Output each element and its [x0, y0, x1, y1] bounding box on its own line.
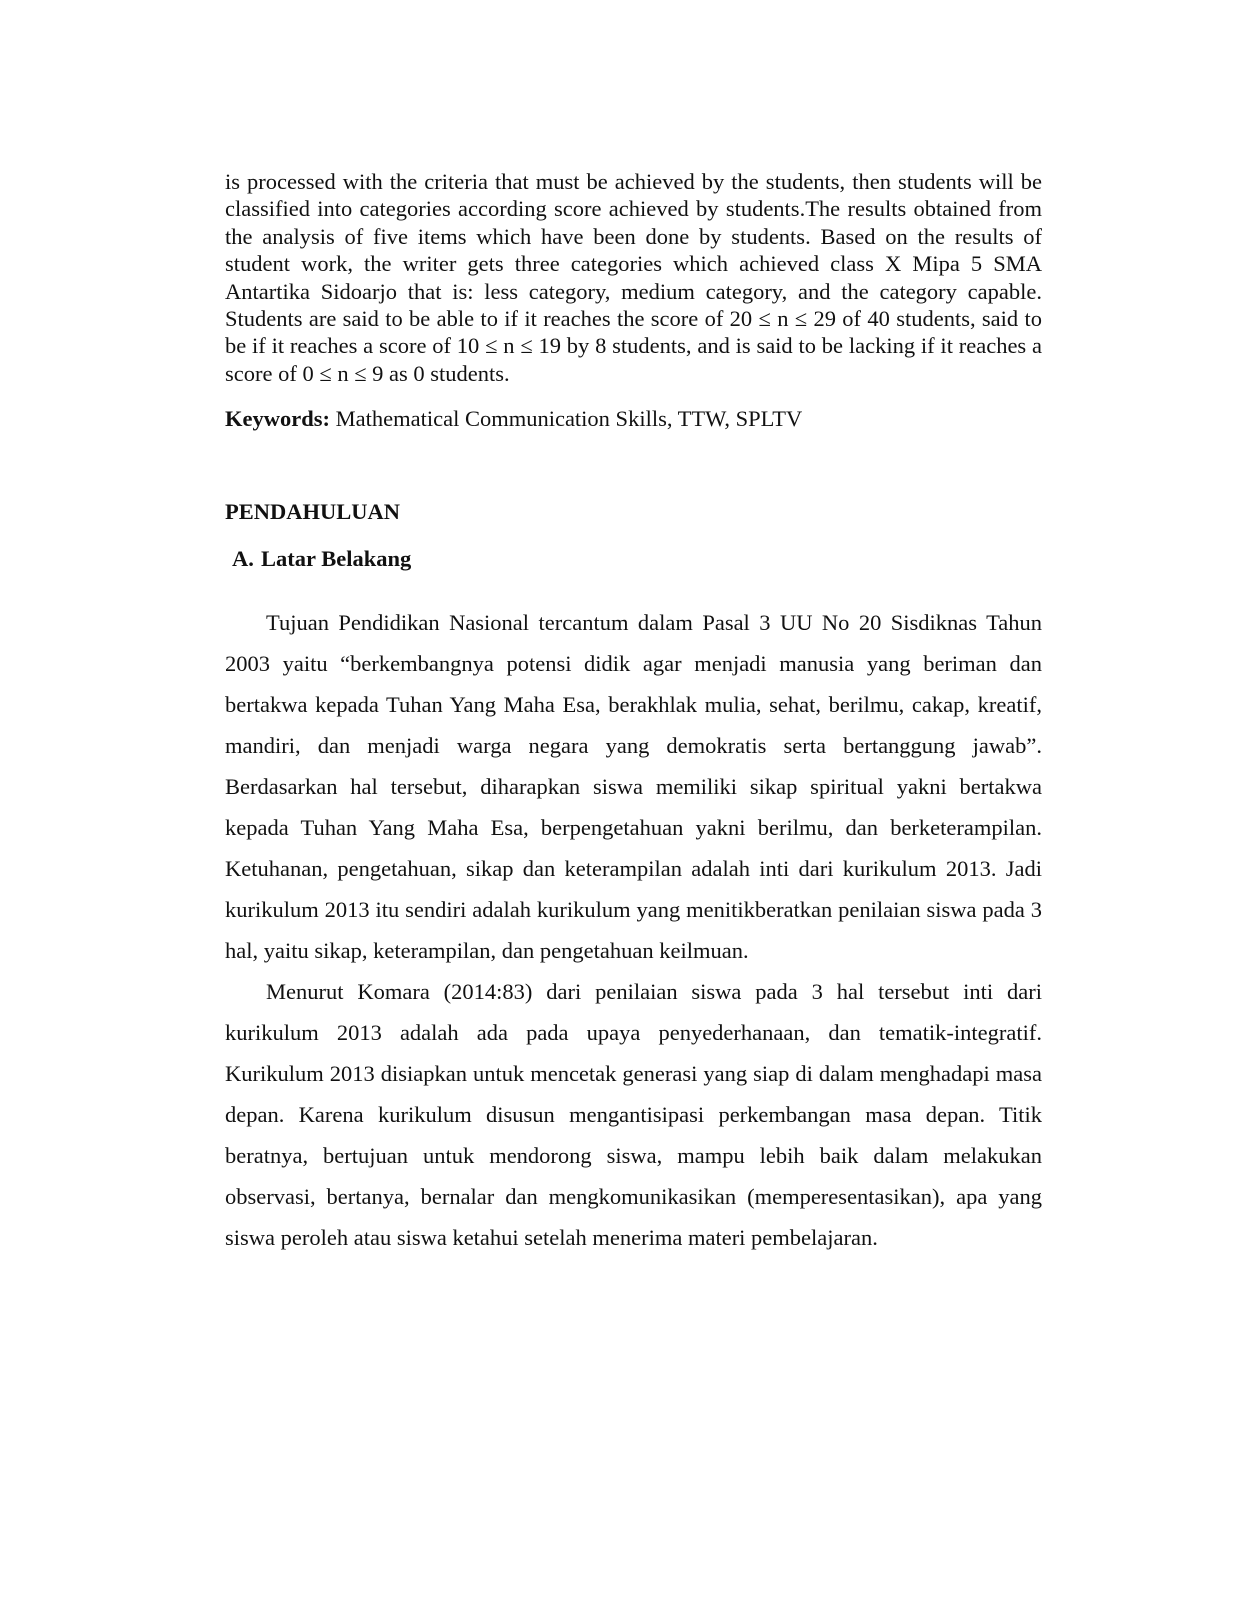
keywords-line — [225, 405, 1042, 432]
document-page — [225, 168, 1042, 1258]
body-paragraph-2: Menurut Komara (2014:83) dari penilaian siswa pada 3 hal tersebut inti dari kurikulum 2013 adalah ada pada upaya penyederhanaan, dan tematik-integratif. Kurikulum 2013 disiapkan untuk mencetak generasi yang siap di dalam menghadapi masa depan. Karena kurikulum disusun mengantisipasi perkembangan masa depan. Titik beratnya, bertujuan untuk mendorong siswa, mampu lebih baik dalam melakukan observasi, bertanya, bernalar dan mengkomunikasikan (memperesentasikan), apa yang siswa peroleh atau siswa ketahui setelah menerima materi pembelajaran. — [225, 979, 1042, 1251]
section-title: PENDAHULUAN — [225, 499, 401, 525]
subsection-title: Latar Belakang — [261, 546, 412, 572]
subsection-marker: A. — [232, 546, 254, 572]
keywords-label: Keywords: — [225, 406, 330, 432]
abstract-text: is processed with the criteria that must be achieved by the students, then students will be classified into categories according score achieved by students.The results obtained from the analysis of five items which have been done by students. Based on the results of student work, the writer gets three categories which achieved class X Mipa 5 SMA Antartika Sidoarjo that is: less category, medium category, and the category capable. Students are said to be able to if it reaches the score of 20 ≤ n ≤ 29 of 40 students, said to be if it reaches a score of 10 ≤ n ≤ 19 by 8 students, and is said to be lacking if it reaches a score of 0 ≤ n ≤ 9 as 0 students. — [225, 169, 1042, 386]
keywords-value: Mathematical Communication Skills, TTW, SPLTV — [330, 406, 803, 432]
body-paragraph-1: Tujuan Pendidikan Nasional tercantum dalam Pasal 3 UU No 20 Sisdiknas Tahun 2003 yaitu “berkembangnya potensi didik agar menjadi manusia yang beriman dan bertakwa kepada Tuhan Yang Maha Esa, berakhlak mulia, sehat, berilmu, cakap, kreatif, mandiri, dan menjadi warga negara yang demokratis serta bertanggung jawab”. Berdasarkan hal tersebut, diharapkan siswa memiliki sikap spiritual yakni bertakwa kepada Tuhan Yang Maha Esa, berpengetahuan yakni berilmu, dan berketerampilan. Ketuhanan, pengetahuan, sikap dan keterampilan adalah inti dari kurikulum 2013. Jadi kurikulum 2013 itu sendiri adalah kurikulum yang menitikberatkan penilaian siswa pada 3 hal, yaitu sikap, keterampilan, dan pengetahuan keilmuan. — [225, 610, 1042, 964]
subsection-heading — [225, 545, 1042, 572]
